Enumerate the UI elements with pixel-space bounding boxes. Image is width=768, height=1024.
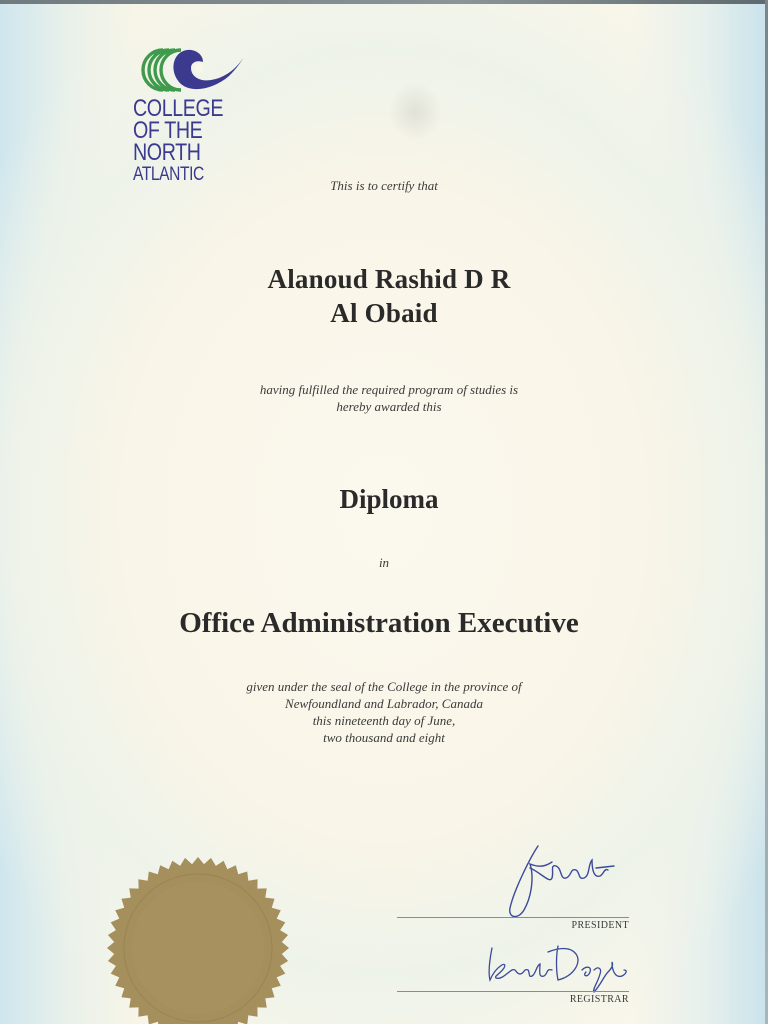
in-connector: in [378,555,390,570]
recipient-name-line: Al Obaid [330,298,438,328]
president-title: PRESIDENT [571,920,629,931]
college-logo [133,46,253,184]
registrar-signature [482,936,632,994]
logo-text-line: ATLANTIC [133,164,204,186]
paper-top-edge [0,0,768,4]
fulfilled-statement [0,381,768,415]
award-type: Diploma [339,484,439,514]
seal-statement-line: given under the seal of the College in the province of [246,679,522,694]
signature-line [397,991,629,992]
recipient-name [0,262,768,330]
logo-text-line: COLLEGE [133,95,224,122]
gold-seal-icon [106,856,290,1024]
seal-statement-line: two thousand and eight [323,730,445,745]
paper-smudge [388,82,442,142]
president-signature [500,838,620,922]
recipient-name-line: Alanoud Rashid D R [267,264,511,294]
program-name: Office Administration Executive [179,607,579,639]
certify-statement: This is to certify that [330,178,438,193]
seal-statement-line: Newfoundland and Labrador, Canada [285,696,483,711]
seal-statement [0,678,768,746]
seal-statement-line: this nineteenth day of June, [312,713,456,728]
logo-text-line: NORTH [133,139,201,167]
fulfilled-line: hereby awarded this [336,399,442,414]
fulfilled-line: having fulfilled the required program of studies is [259,382,519,397]
logo-text-line: OF THE [133,117,203,145]
signature-line [397,917,629,918]
president-signature-block [397,917,629,931]
wave-logo-icon [133,46,245,94]
registrar-signature-block [397,991,629,1005]
registrar-title: REGISTRAR [569,994,629,1005]
